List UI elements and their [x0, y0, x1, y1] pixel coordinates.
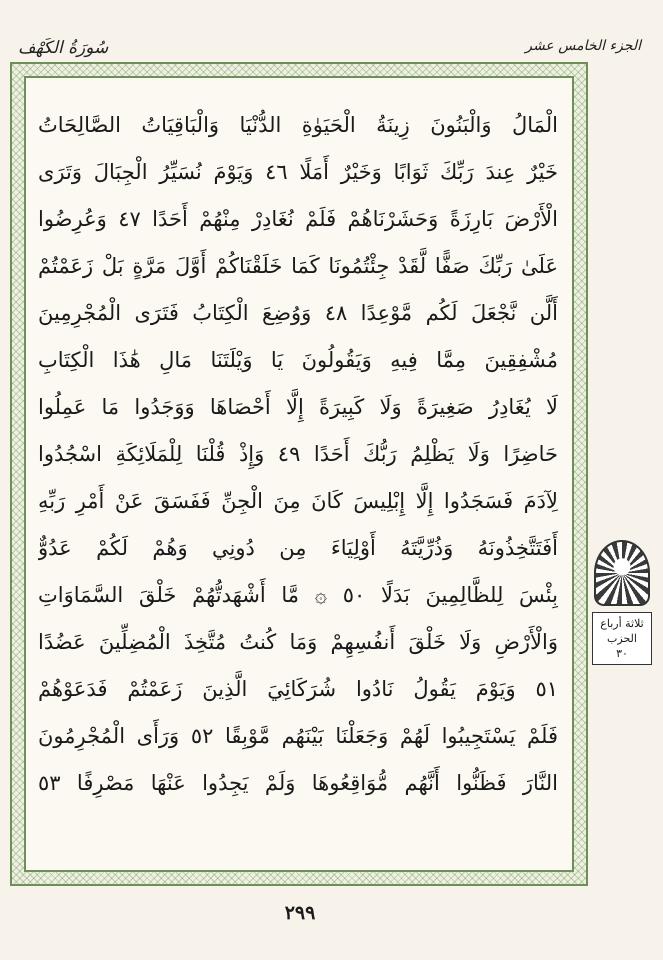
hizb-ornament-icon [594, 540, 650, 606]
hizb-label-box [592, 612, 652, 665]
text-line: الْأَرْضَ بَارِزَةً وَحَشَرْنَاهُمْ فَلَمْ نُغَادِرْ مِنْهُمْ أَحَدًا ٤٧ وَعُرِضُوا [38, 207, 558, 231]
text-line: بِئْسَ لِلظَّالِمِينَ بَدَلًا ٥٠ ۞ مَّا أَشْهَدتُّهُمْ خَلْقَ السَّمَاوَاتِ [38, 583, 558, 607]
text-line: خَيْرٌ عِندَ رَبِّكَ ثَوَابًا وَخَيْرٌ أَمَلًا ٤٦ وَيَوْمَ نُسَيِّرُ الْجِبَالَ وَتَرَى [38, 160, 558, 184]
text-line: الْمَالُ وَالْبَنُونَ زِينَةُ الْحَيَوٰةِ الدُّنْيَا وَالْبَاقِيَاتُ الصَّالِحَاتُ [38, 113, 558, 137]
text-line: فَلَمْ يَسْتَجِيبُوا لَهُمْ وَجَعَلْنَا بَيْنَهُم مَّوْبِقًا ٥٢ وَرَأَى الْمُجْرِمُونَ [38, 724, 558, 748]
hizb-label-quarter: ثلاثة أرباع [600, 617, 644, 630]
text-line: ٥١ وَيَوْمَ يَقُولُ نَادُوا شُرَكَائِيَ الَّذِينَ زَعَمْتُمْ فَدَعَوْهُمْ [38, 677, 558, 701]
text-line: عَلَىٰ رَبِّكَ صَفًّا لَّقَدْ جِئْتُمُونَا كَمَا خَلَقْنَاكُمْ أَوَّلَ مَرَّةٍ بَلْ زَعَمْتُمْ [38, 254, 558, 278]
text-line: أَلَّن نَّجْعَلَ لَكُم مَّوْعِدًا ٤٨ وَوُضِعَ الْكِتَابُ فَتَرَى الْمُجْرِمِينَ [38, 301, 558, 325]
text-line: أَفَتَتَّخِذُونَهُ وَذُرِّيَّتَهُ أَوْلِيَاءَ مِن دُونِي وَهُمْ لَكُمْ عَدُوٌّ [38, 536, 558, 560]
hizb-number: ٣٠ [616, 647, 628, 660]
hizb-label-word: الحزب [607, 632, 637, 645]
text-line: وَالْأَرْضِ وَلَا خَلْقَ أَنفُسِهِمْ وَمَا كُنتُ مُتَّخِذَ الْمُضِلِّينَ عَضُدًا [38, 630, 558, 654]
surah-name-header: سُورَةُ الكَهْف [18, 38, 109, 58]
text-line: مُشْفِقِينَ مِمَّا فِيهِ وَيَقُولُونَ يَا وَيْلَتَنَا مَالِ هَٰذَا الْكِتَابِ [38, 348, 558, 372]
text-line: لِآدَمَ فَسَجَدُوا إِلَّا إِبْلِيسَ كَانَ مِنَ الْجِنِّ فَفَسَقَ عَنْ أَمْرِ رَبِّهِ [38, 489, 558, 513]
text-line: النَّارَ فَظَنُّوا أَنَّهُم مُّوَاقِعُوهَا وَلَمْ يَجِدُوا عَنْهَا مَصْرِفًا ٥٣ [38, 771, 558, 795]
text-line: حَاضِرًا وَلَا يَظْلِمُ رَبُّكَ أَحَدًا ٤٩ وَإِذْ قُلْنَا لِلْمَلَائِكَةِ اسْجُدُوا [38, 442, 558, 466]
juz-header: الجزء الخامس عشر [525, 38, 641, 54]
page-number: ٢٩٩ [284, 902, 316, 924]
hizb-marker [592, 540, 652, 665]
text-line: لَا يُغَادِرُ صَغِيرَةً وَلَا كَبِيرَةً إِلَّا أَحْصَاهَا وَوَجَدُوا مَا عَمِلُوا [38, 395, 558, 419]
quran-text-block [38, 102, 558, 807]
